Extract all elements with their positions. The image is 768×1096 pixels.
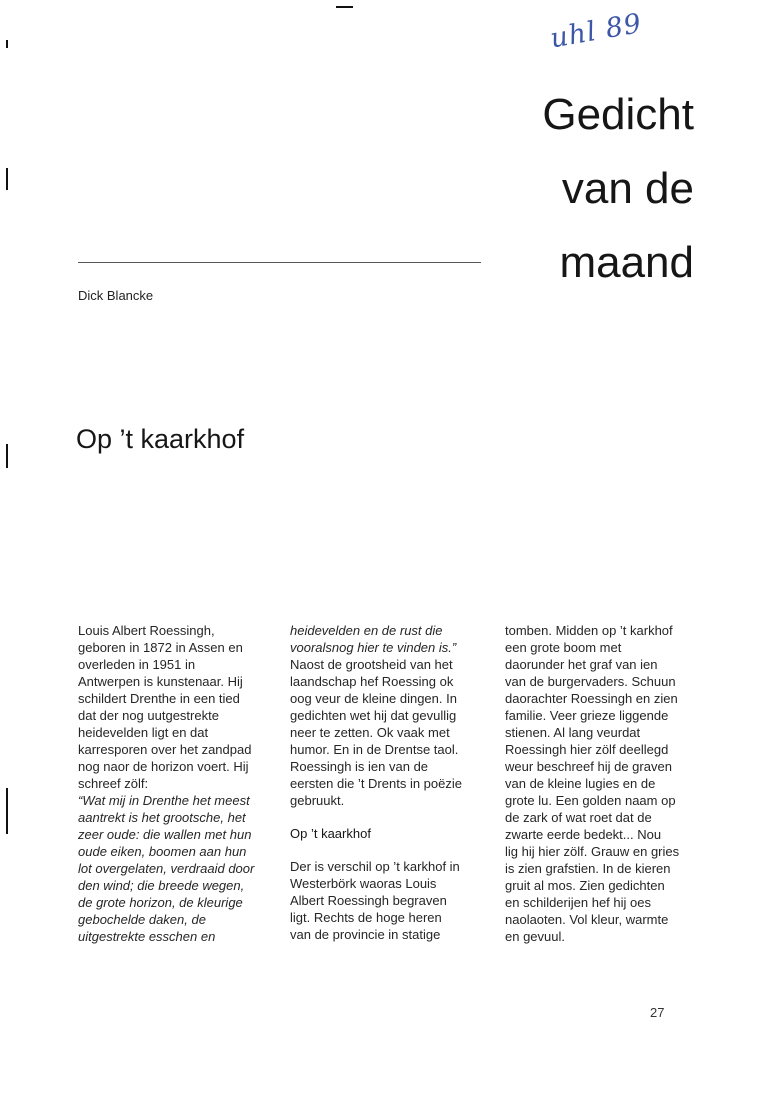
text-line: naolaoten. Vol kleur, warmte [505, 912, 669, 927]
author-name: Dick Blancke [78, 288, 154, 303]
text-line: Naost de grootsheid van het [290, 657, 453, 672]
text-line: en gevuul. [505, 929, 565, 944]
text-line: neer te zetten. Ok vaak met [290, 725, 450, 740]
quote-line: den wind; die breede wegen, [78, 878, 245, 893]
text-line: de zark of wat roet dat de [505, 810, 652, 825]
page-title [542, 78, 694, 300]
text-line: laandschap hef Roessing ok [290, 674, 454, 689]
scan-edge-mark [6, 788, 8, 834]
quote-line: oude eiken, boomen aan hun [78, 844, 247, 859]
text-line: schildert Drenthe in een tied [78, 691, 240, 706]
text-line: dat der nog uutgestrekte [78, 708, 219, 723]
text-line: stienen. Al lang veurdat [505, 725, 641, 740]
text-line: humor. En in de Drentse taol. [290, 742, 459, 757]
text-line: van de provincie in statige [290, 927, 441, 942]
quote-line: de grote horizon, de kleurige [78, 895, 243, 910]
text-line: en schilderijen hef hij oes [505, 895, 651, 910]
text-line: Albert Roessingh begraven [290, 893, 447, 908]
quote-line: gebochelde daken, de [78, 912, 206, 927]
text-line: Roessingh hier zölf deellegd [505, 742, 669, 757]
text-line: van de burgervaders. Schuun [505, 674, 676, 689]
text-line: eersten die ’t Drents in poëzie [290, 776, 462, 791]
text-line: gedichten wet hij dat gevullig [290, 708, 457, 723]
text-column-3 [505, 622, 700, 945]
title-line-1: Gedicht [542, 90, 694, 139]
text-column-2 [290, 622, 485, 943]
text-line: een grote boom met [505, 640, 622, 655]
title-line-2: van de [561, 164, 694, 213]
text-line: grote lu. Een golden naam op [505, 793, 676, 808]
text-line: daorunder het graf van ien [505, 657, 658, 672]
text-line: weur beschreef hij de graven [505, 759, 672, 774]
handwritten-note: uhl 89 [548, 7, 645, 55]
text-line: gebruukt. [290, 793, 345, 808]
text-line: lig hij hier zölf. Grauw en gries [505, 844, 680, 859]
page-number: 27 [650, 1005, 665, 1020]
text-line: gruit al mos. Zien gedichten [505, 878, 665, 893]
text-line: schreef zölf: [78, 776, 149, 791]
spacer [290, 842, 485, 858]
text-line: Der is verschil op ’t karkhof in [290, 859, 460, 874]
subheading: Op ’t kaarkhof [290, 826, 371, 841]
text-line: oog veur de kleine dingen. In [290, 691, 457, 706]
text-line: overleden in 1951 in [78, 657, 196, 672]
text-line: nog naor de horizon voert. Hij [78, 759, 249, 774]
scan-edge-mark [6, 168, 8, 190]
spacer [290, 809, 485, 825]
text-line: van de kleine lugies en de [505, 776, 656, 791]
scan-edge-mark [6, 40, 8, 48]
text-column-1 [78, 622, 268, 945]
title-line-3: maand [559, 238, 694, 287]
quote-line: vooralsnog hier te vinden is.” [290, 640, 457, 655]
text-line: familie. Veer grieze liggende [505, 708, 669, 723]
text-line: Westerbörk waoras Louis [290, 876, 437, 891]
quote-line: heidevelden en de rust die [290, 623, 443, 638]
quote-line: aantrekt is het grootsche, het [78, 810, 246, 825]
text-line: heidevelden ligt en dat [78, 725, 209, 740]
quote-line: zeer oude: die wallen met hun [78, 827, 252, 842]
scan-mark [336, 6, 353, 8]
text-line: Roessingh is ien van de [290, 759, 429, 774]
text-line: daorachter Roessingh en zien [505, 691, 678, 706]
text-line: zwarte eerde bedekt... Nou [505, 827, 662, 842]
quote-line: lot overgelaten, verdraaid door [78, 861, 255, 876]
text-line: Antwerpen is kunstenaar. Hij [78, 674, 243, 689]
text-line: karresporen over het zandpad [78, 742, 252, 757]
text-line: geboren in 1872 in Assen en [78, 640, 243, 655]
scan-edge-mark [6, 444, 8, 468]
quote-line: uitgestrekte esschen en [78, 929, 216, 944]
text-line: ligt. Rechts de hoge heren [290, 910, 442, 925]
text-line: Louis Albert Roessingh, [78, 623, 215, 638]
article-heading: Op ’t kaarkhof [76, 424, 245, 454]
divider [78, 262, 481, 263]
quote-line: “Wat mij in Drenthe het meest [78, 793, 250, 808]
text-line: tomben. Midden op ’t karkhof [505, 623, 673, 638]
text-line: is zien grafstien. In de kieren [505, 861, 671, 876]
